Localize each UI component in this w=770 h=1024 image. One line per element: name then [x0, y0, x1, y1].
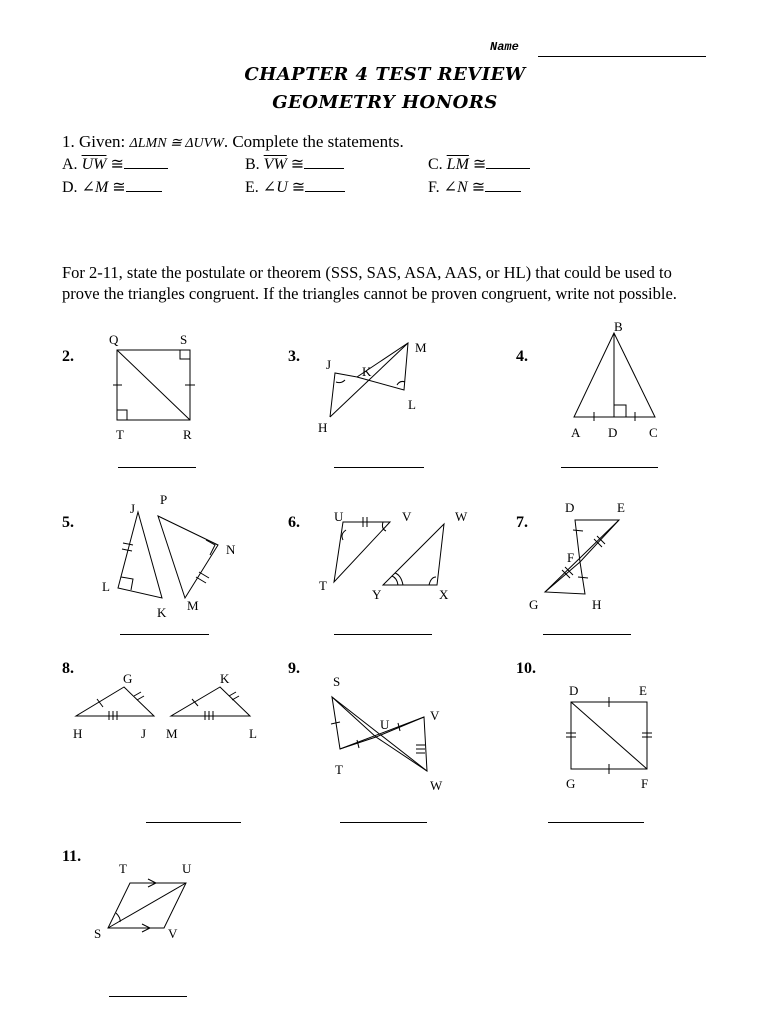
statement-a: A. $\overline{UW}$ ≅: [62, 154, 168, 174]
statement-f: F. ∠N ≅: [428, 177, 521, 197]
statement-c: C. $\overline{LM}$ ≅: [428, 154, 530, 174]
fig2-label-q: Q: [109, 332, 119, 347]
figure-4: [574, 333, 655, 421]
fig5-label-m: M: [187, 598, 199, 613]
fig8-label-j: J: [141, 726, 147, 741]
fig7-tick-df: [573, 530, 583, 531]
fig5-label-l: L: [102, 579, 110, 594]
fig7-triangle-fgh: [545, 562, 585, 594]
fig11-angle-s: [116, 913, 120, 922]
figure-11: [108, 879, 186, 932]
fig4-label-a: A: [571, 425, 581, 440]
fig2-label-s: S: [180, 332, 188, 347]
fig3-label-k: K: [362, 364, 372, 379]
fig11-label-s: S: [94, 926, 102, 941]
fig3-crossing-line: [330, 343, 408, 417]
fig8-label-k: K: [220, 671, 230, 686]
fig9-label-t: T: [335, 762, 343, 777]
fig6-label-x: X: [439, 587, 449, 602]
statement-e: E. ∠U ≅: [245, 177, 345, 197]
instructions: For 2-11, state the postulate or theorem (SSS, SAS, ASA, AAS, or HL) that could be used to prove the triangles congruent. If the triangles cannot be proven congruent, write not possible.: [62, 263, 677, 303]
fig4-label-d: D: [608, 425, 618, 440]
fig4-label-c: C: [649, 425, 658, 440]
figure-5: [118, 512, 218, 598]
fig8-triangle-kml: [171, 687, 250, 716]
question-1-rest: . Complete the statements.: [223, 132, 404, 151]
figure-10: [566, 697, 652, 774]
fig10-label-e: E: [639, 683, 647, 698]
fig8-tick-kl-1: [229, 692, 236, 696]
fig9-label-v: V: [430, 708, 440, 723]
fig5-triangle-jlk: [118, 512, 162, 598]
fig5-right-angle-l: [121, 577, 133, 590]
page-title: CHAPTER 4 TEST REVIEW: [244, 64, 526, 85]
fig9-label-s: S: [333, 674, 341, 689]
fig10-label-d: D: [569, 683, 579, 698]
fig11-label-t: T: [119, 861, 127, 876]
fig5-tick-nm-1: [196, 577, 206, 583]
fig3-label-l: L: [408, 397, 416, 412]
fig8-tick-kl-2: [232, 696, 239, 700]
fig5-tick-jl-1: [123, 543, 133, 545]
fig8-label-l: L: [249, 726, 257, 741]
fig6-triangle-uvt: [334, 522, 390, 582]
fig5-label-p: P: [160, 492, 168, 507]
page-subtitle: GEOMETRY HONORS: [272, 92, 498, 113]
fig3-angle-l: [397, 381, 405, 385]
fig5-tick-jl-2: [122, 549, 132, 551]
fig7-label-e: E: [617, 500, 625, 515]
figure-6: [334, 517, 444, 585]
fig3-label-m: M: [415, 340, 427, 355]
problem-7-number: 7.: [516, 514, 528, 531]
figure-2: [113, 350, 195, 420]
fig6-label-t: T: [319, 578, 327, 593]
fig5-label-n: N: [226, 542, 236, 557]
fig7-label-d: D: [565, 500, 575, 515]
fig9-triangle-stu: [332, 697, 376, 749]
fig8-label-g: G: [123, 671, 133, 686]
fig10-label-f: F: [641, 776, 649, 791]
fig5-tick-nm-2: [199, 572, 209, 578]
fig6-angle-y-1: [392, 576, 398, 585]
fig10-label-g: G: [566, 776, 576, 791]
fig8-tick-gj-1: [134, 692, 141, 696]
fig2-label-t: T: [116, 427, 124, 442]
fig9-label-w: W: [430, 778, 443, 793]
figure-8: [76, 687, 250, 720]
fig4-label-b: B: [614, 319, 623, 334]
fig2-label-r: R: [183, 427, 192, 442]
problem-3-number: 3.: [288, 348, 300, 365]
figure-9: [331, 697, 427, 771]
fig6-angle-u: [342, 530, 346, 540]
fig3-angle-j: [336, 380, 345, 383]
fig5-label-k: K: [157, 605, 167, 620]
problem-2-number: 2.: [62, 348, 74, 365]
fig3-label-j: J: [326, 357, 332, 372]
fig3-label-h: H: [318, 420, 328, 435]
fig11-label-v: V: [168, 926, 178, 941]
fig7-label-g: G: [529, 597, 539, 612]
problem-5-number: 5.: [62, 514, 74, 531]
figure-3: [330, 343, 408, 417]
fig11-label-u: U: [182, 861, 192, 876]
fig8-label-h: H: [73, 726, 83, 741]
fig6-angle-x: [429, 577, 436, 585]
fig7-label-h: H: [592, 597, 602, 612]
question-1-number: 1. Given:: [62, 132, 126, 151]
problem-6-number: 6.: [288, 514, 300, 531]
fig6-label-y: Y: [372, 587, 382, 602]
fig8-label-m: M: [166, 726, 178, 741]
figure-7: [545, 520, 619, 594]
name-label: Name: [490, 40, 519, 54]
problem-11-number: 11.: [62, 848, 82, 865]
fig6-label-w: W: [455, 509, 468, 524]
fig2-right-angle-t: [117, 410, 127, 420]
fig7-label-f: F: [567, 550, 575, 565]
fig9-tick-tu: [357, 740, 359, 748]
fig6-label-v: V: [402, 509, 412, 524]
problem-4-number: 4.: [516, 348, 528, 365]
fig5-triangle-pnm: [158, 516, 218, 598]
fig10-diagonal: [571, 702, 647, 769]
fig7-tick-fh: [578, 577, 588, 578]
fig2-diagonal: [117, 350, 190, 420]
problem-10-number: 10.: [516, 660, 536, 677]
fig4-right-angle: [614, 405, 626, 417]
statement-b: B. $\overline{VW}$ ≅: [245, 154, 344, 174]
problem-8-number: 8.: [62, 660, 74, 677]
fig9-label-u: U: [380, 717, 390, 732]
fig8-triangle-ghj: [76, 687, 154, 716]
question-1-given: ΔLMN ≅ ΔUVW: [129, 136, 224, 151]
statement-d: D. ∠M ≅: [62, 177, 162, 197]
fig2-right-angle-s: [180, 350, 190, 359]
problem-9-number: 9.: [288, 660, 300, 677]
fig6-label-u: U: [334, 509, 344, 524]
fig8-tick-gj-2: [137, 696, 144, 700]
fig5-label-j: J: [130, 501, 136, 516]
